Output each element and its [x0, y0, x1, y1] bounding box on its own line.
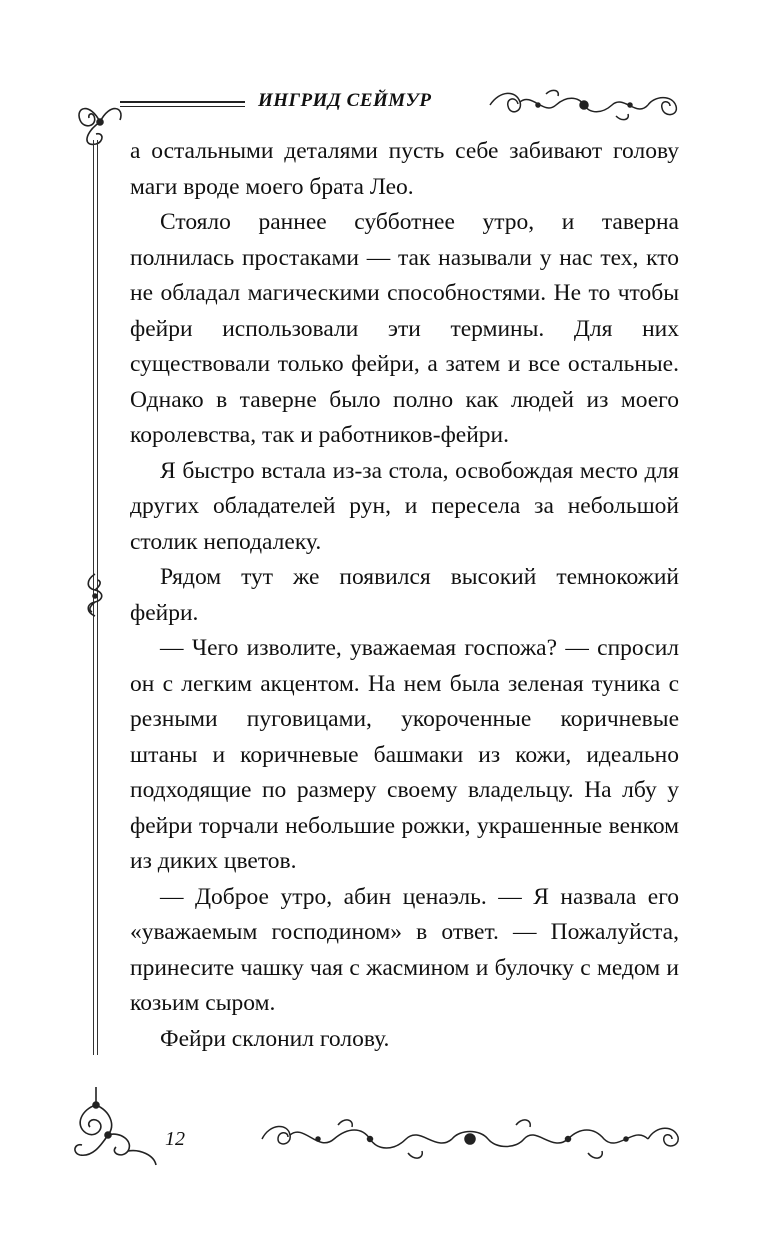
corner-flourish-bottom-left-icon [70, 1085, 160, 1170]
paragraph: Рядом тут же появился высокий темнокожий фейри. [130, 564, 679, 626]
footer-ornament-band-icon [258, 1115, 682, 1163]
paragraph: а остальными деталями пусть себе забивают голову маги вроде моего брата Лео. [130, 138, 679, 200]
paragraph: Фейри склонил голову. [160, 1025, 390, 1052]
paragraph: Стояло раннее субботнее утро, и таверна полнилась простаками — так называли у нас тех, кто не обладал магическими способностями. Не то чтобы фейри использовали эти термины. Для них существовали только фейри, а затем и все остальные. Однако в таверне было полно как людей из моего королевства, так и работников-фейри. [130, 209, 679, 448]
running-head: ИНГРИД СЕЙМУР [258, 90, 432, 111]
paragraph: — Доброе утро, абин ценаэль. — Я назвала его «уважаемым господином» в ответ. — Пожалуйста, принесите чашку чая с жасмином и булочку с медом и козьим сыром. [130, 883, 679, 1016]
body-text [130, 134, 679, 1057]
margin-flourish-middle-icon [82, 572, 108, 618]
paragraph: Я быстро встала из-за стола, освобождая место для других обладателей рун, и пересела за небольшой столик неподалеку. [130, 457, 679, 555]
header-ornament-band-icon [486, 86, 682, 124]
header-rule [120, 101, 245, 103]
paragraph: — Чего изволите, уважаемая госпожа? — спросил он с легким акцентом. На нем была зеленая туника с резными пуговицами, укороченные коричневые штаны и коричневые башмаки из кожи, идеально подходящие по размеру своему владельцу. На лбу у фейри торчали небольшие рожки, украшенные венком из диких цветов. [130, 635, 679, 874]
page-number: 12 [165, 1128, 185, 1150]
